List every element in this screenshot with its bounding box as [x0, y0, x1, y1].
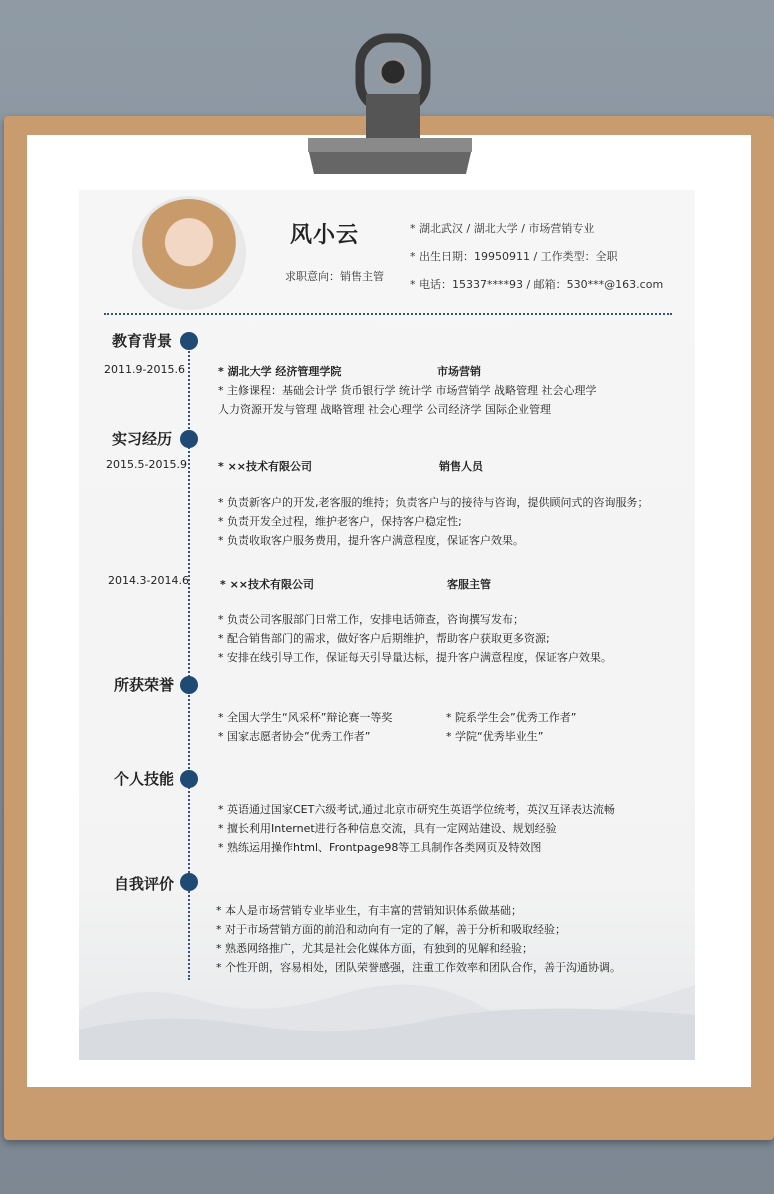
binder-clip-icon	[300, 28, 480, 178]
list-item: * 负责开发全过程，维护老客户，保持客户稳定性;	[218, 515, 462, 528]
info-birth: * 出生日期：19950911 / 工作类型：全职	[410, 250, 618, 263]
education-major: 市场营销	[437, 365, 481, 378]
education-school: * 湖北大学 经济管理学院	[218, 365, 342, 378]
timeline-dot	[180, 676, 198, 694]
internship-date-2: 2014.3-2014.6	[108, 574, 189, 587]
list-item: * 本人是市场营销专业毕业生，有丰富的营销知识体系做基础；	[216, 904, 522, 917]
education-courses-1: * 主修课程：基础会计学 货币银行学 统计学 市场营销学 战略管理 社会心理学	[218, 384, 597, 397]
list-item: * 配合销售部门的需求，做好客户后期维护，帮助客户获取更多资源;	[218, 632, 550, 645]
list-item: * 负责收取客户服务费用，提升客户满意程度，保证客户效果。	[218, 534, 524, 547]
list-item: * 学院“优秀毕业生”	[446, 730, 544, 743]
list-item: * 英语通过国家CET六级考试,通过北京市研究生英语学位统考，英汉互译表达流畅	[218, 803, 615, 816]
timeline-dot	[180, 332, 198, 350]
internship-role-2: 客服主管	[447, 578, 491, 591]
timeline-dot	[180, 770, 198, 788]
education-courses-2: 人力资源开发与管理 战略管理 社会心理学 公司经济学 国际企业管理	[218, 403, 551, 416]
list-item: * 安排在线引导工作，保证每天引导量达标，提升客户满意程度，保证客户效果。	[218, 651, 612, 664]
info-location: * 湖北武汉 / 湖北大学 / 市场营销专业	[410, 222, 595, 235]
list-item: * 擅长利用Internet进行各种信息交流，具有一定网站建设、规划经验	[218, 822, 557, 835]
timeline-dot	[180, 873, 198, 891]
section-title-internship: 实习经历	[112, 430, 173, 448]
list-item: * 熟练运用操作html、Frontpage98等工具制作各类网页及特效图	[218, 841, 542, 854]
list-item: * 熟悉网络推广，尤其是社会化媒体方面，有独到的见解和经验；	[216, 942, 533, 955]
section-title-skills: 个人技能	[114, 770, 175, 788]
timeline-dot	[180, 430, 198, 448]
list-item: * 全国大学生“风采杯”辩论赛一等奖	[218, 711, 393, 724]
mountain-mist-decoration	[79, 940, 695, 1060]
list-item: * 负责公司客服部门日常工作，安排电话筛查，咨询撰写发布；	[218, 613, 524, 626]
section-title-self: 自我评价	[114, 875, 175, 893]
list-item: * 个性开朗，容易相处，团队荣誉感强，注重工作效率和团队合作，善于沟通协调。	[216, 961, 621, 974]
list-item: * 国家志愿者协会”优秀工作者”	[218, 730, 371, 743]
section-title-honors: 所获荣誉	[114, 676, 175, 694]
internship-company-1: * ××技术有限公司	[218, 460, 313, 473]
applicant-name: 风小云	[290, 223, 360, 248]
job-intent: 求职意向：销售主管	[285, 270, 384, 283]
info-contact: * 电话：15337****93 / 邮箱：530***@163.com	[410, 278, 664, 291]
section-title-education: 教育背景	[112, 332, 173, 350]
avatar	[132, 196, 246, 310]
internship-date-1: 2015.5-2015.9	[106, 458, 187, 471]
education-date: 2011.9-2015.6	[104, 363, 185, 376]
internship-role-1: 销售人员	[439, 460, 483, 473]
list-item: * 对于市场营销方面的前沿和动向有一定的了解，善于分析和吸取经验；	[216, 923, 566, 936]
list-item: * 负责新客户的开发,老客服的维持；负责客户与的接待与咨询，提供顾问式的咨询服务；	[218, 496, 649, 509]
internship-company-2: * ××技术有限公司	[220, 578, 315, 591]
list-item: * 院系学生会”优秀工作者”	[446, 711, 577, 724]
header-divider	[104, 313, 672, 315]
